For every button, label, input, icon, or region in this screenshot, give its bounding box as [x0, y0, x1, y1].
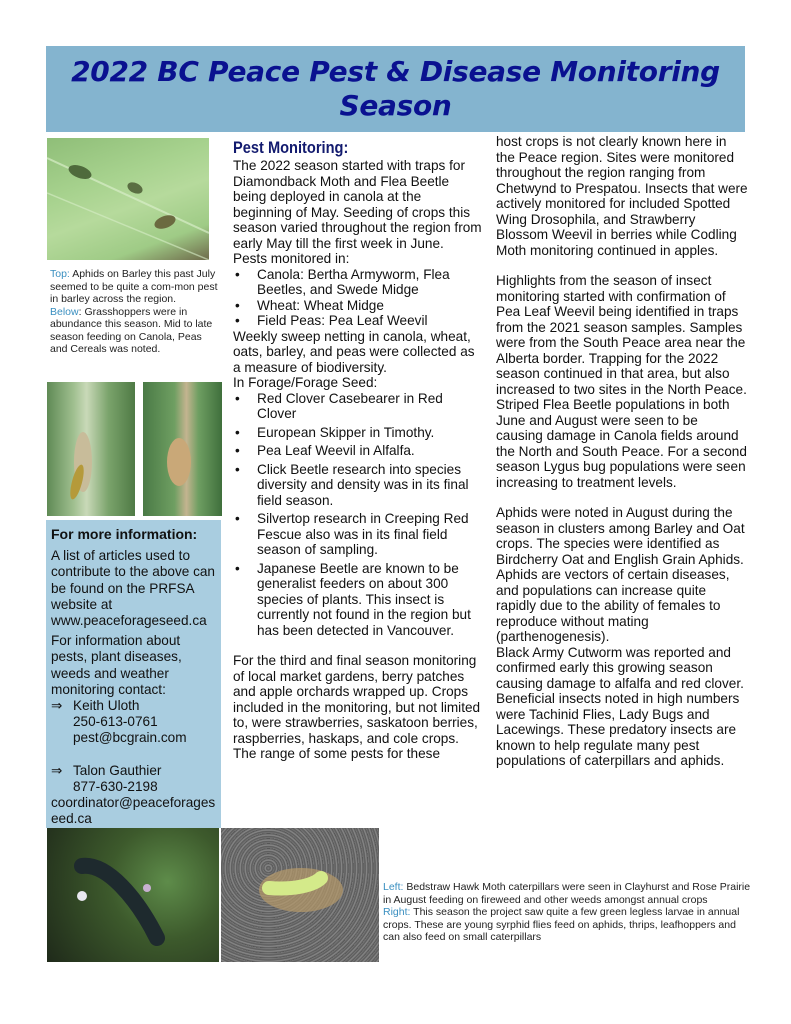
- highlights-column: [496, 134, 748, 769]
- highlights-paragraph: Highlights from the season of insect monitoring started with confirmation of Pea Leaf Weevil being identified in traps from the 2021 season samples. Samples were from the South Peace area near the Alberta border. Trapping for the 2022 season continued in that area, but also increased to two sites in the North Peace. Striped Flea Beetle populations in both June and August were seen to be causing damage in Canola fields around the North and South Peace. For a second season Lygus bug populations were seen increasing to treatment levels.: [496, 273, 747, 490]
- intro-paragraph: The 2022 season started with traps for Diamondback Moth and Flea Beetle being deployed in canola at the beginning of May. Seeding of crops this season varied throughout the region from early May till the first week in June.: [233, 158, 482, 251]
- title-banner: [46, 46, 745, 132]
- caption-text-top: Aphids on Barley this past July seemed to be quite a com-mon pest in barley across the region.: [50, 268, 218, 305]
- articles-note: A list of articles used to contribute to the above can be found on the PRFSA website at www.peaceforageseed.ca: [51, 548, 215, 629]
- caption-text-right: This season the project saw quite a few green legless larvae in annual crops. These are young syrphid flies feed on aphids, thrips, leafhoppers and can also feed on small caterpillars: [383, 906, 740, 943]
- contact-email[interactable]: pest@bcgrain.com: [73, 730, 187, 746]
- grasshopper-illustration-2: [143, 382, 222, 516]
- title-line-1: 2022 BC Peace Pest & Disease Monitoring: [71, 55, 720, 88]
- list-item: • European Skipper in Timothy.: [233, 425, 483, 441]
- beneficial-insects-paragraph: Beneficial insects noted in high numbers were Tachinid Flies, Lady Bugs and Lacewings. These predatory insects are known to help regulate many pest populations of caterpillars and aphids.: [496, 691, 740, 768]
- grasshopper-illustration-1: [47, 382, 135, 516]
- contact-phone: 877-630-2198: [73, 778, 158, 794]
- section-title: Pest Monitoring:: [233, 138, 349, 157]
- list-item: • Wheat: Wheat Midge: [233, 298, 483, 314]
- crop-pest-list: [233, 267, 483, 329]
- market-gardens-continued: host crops is not clearly known here in the Peace region. Sites were monitored throughout the region ranging from Chetwynd to Prespatou. Insects that were actively monitored for included Spotted Wing Drosophila, and Strawberry Blossom Weevil in berries while Codling Moth monitoring continued in apples.: [496, 134, 748, 258]
- contact-talon: [51, 763, 217, 795]
- caption-label-right: Right:: [383, 906, 411, 918]
- bottom-photo-caption: [383, 881, 753, 944]
- cutworm-paragraph: Black Army Cutworm was reported and confirmed early this growing season causing damage to alfalfa and red clover.: [496, 644, 744, 691]
- top-photo-caption: [50, 268, 218, 356]
- pest-monitoring-column: [233, 138, 483, 762]
- grasshopper-photo-2: [143, 382, 222, 516]
- contact-keith: [51, 698, 217, 747]
- list-item: • Click Beetle research into species diversity and density was in its final field season.: [233, 462, 483, 509]
- aphids-on-barley-photo: [47, 138, 209, 260]
- title-line-2: Season: [339, 89, 452, 122]
- forage-label: In Forage/Forage Seed:: [233, 375, 378, 390]
- caption-label-left: Left:: [383, 881, 404, 893]
- caterpillar-illustration: [47, 828, 219, 962]
- list-item: • Pea Leaf Weevil in Alfalfa.: [233, 443, 483, 459]
- list-item: • Silvertop research in Creeping Red Fescue also was in its final field season of sampling.: [233, 511, 483, 558]
- larva-illustration: [221, 828, 379, 962]
- grasshopper-photo-1: [47, 382, 135, 516]
- caption-text-left: Bedstraw Hawk Moth caterpillars were seen in Clayhurst and Rose Prairie in August feeding on fireweed and other weeds amongst annual crops: [383, 881, 751, 906]
- arrow-right-icon: ⇒: [51, 698, 63, 714]
- contact-name: Talon Gauthier: [73, 762, 162, 778]
- list-item: • Japanese Beetle are known to be generalist feeders on about 300 species of plants. This insect is currently not found in the region but has been detected in Vancouver.: [233, 561, 483, 639]
- caption-label-top: Top:: [50, 268, 70, 280]
- contact-name: Keith Uloth: [73, 698, 140, 714]
- contact-email[interactable]: coordinator@peaceforageseed.ca: [51, 795, 216, 827]
- list-item: • Red Clover Casebearer in Red Clover: [233, 391, 483, 422]
- aphids-paragraph: Aphids were noted in August during the season in clusters among Barley and Oat crops. The species were identified as Birdcherry Oat and English Grain Aphids. Aphids are vectors of certain diseases, and populations can increase quite rapidly due to the ability of females to reproduce without mating (parthenogenesis).: [496, 505, 745, 644]
- forage-pest-list: [233, 391, 483, 639]
- arrow-right-icon: ⇒: [51, 762, 63, 778]
- info-box-title: For more information:: [51, 526, 198, 542]
- list-item: • Canola: Bertha Armyworm, Flea Beetles, and Swede Midge: [233, 267, 483, 298]
- aphid-illustration: [47, 138, 209, 260]
- sweep-netting-paragraph: Weekly sweep netting in canola, wheat, oats, barley, and peas were collected as a measure of biodiversity.: [233, 328, 475, 375]
- caption-text-below: : Grasshoppers were in abundance this season. Mid to late season feeding on Canola, Peas and Cereals was noted.: [50, 305, 213, 355]
- contact-intro: For information about pests, plant diseases, weeds and weather monitoring contact:: [51, 633, 182, 697]
- more-information-box: [46, 520, 221, 828]
- caption-label-below: Below: [50, 305, 79, 318]
- pests-label: Pests monitored in:: [233, 251, 350, 266]
- syrphid-larva-photo: [221, 828, 379, 962]
- hawk-moth-caterpillar-photo: [47, 828, 219, 962]
- list-item: • Field Peas: Pea Leaf Weevil: [233, 313, 483, 329]
- page-title: [46, 46, 745, 123]
- market-gardens-paragraph: For the third and final season monitoring of local market gardens, berry patches and apple orchards wrapped up. Crops included in the monitoring, but not limited to, were strawberries, saskatoon berries, raspberries, haskaps, and cole crops. The range of some pests for these: [233, 653, 481, 761]
- contact-phone: 250-613-0761: [73, 714, 158, 730]
